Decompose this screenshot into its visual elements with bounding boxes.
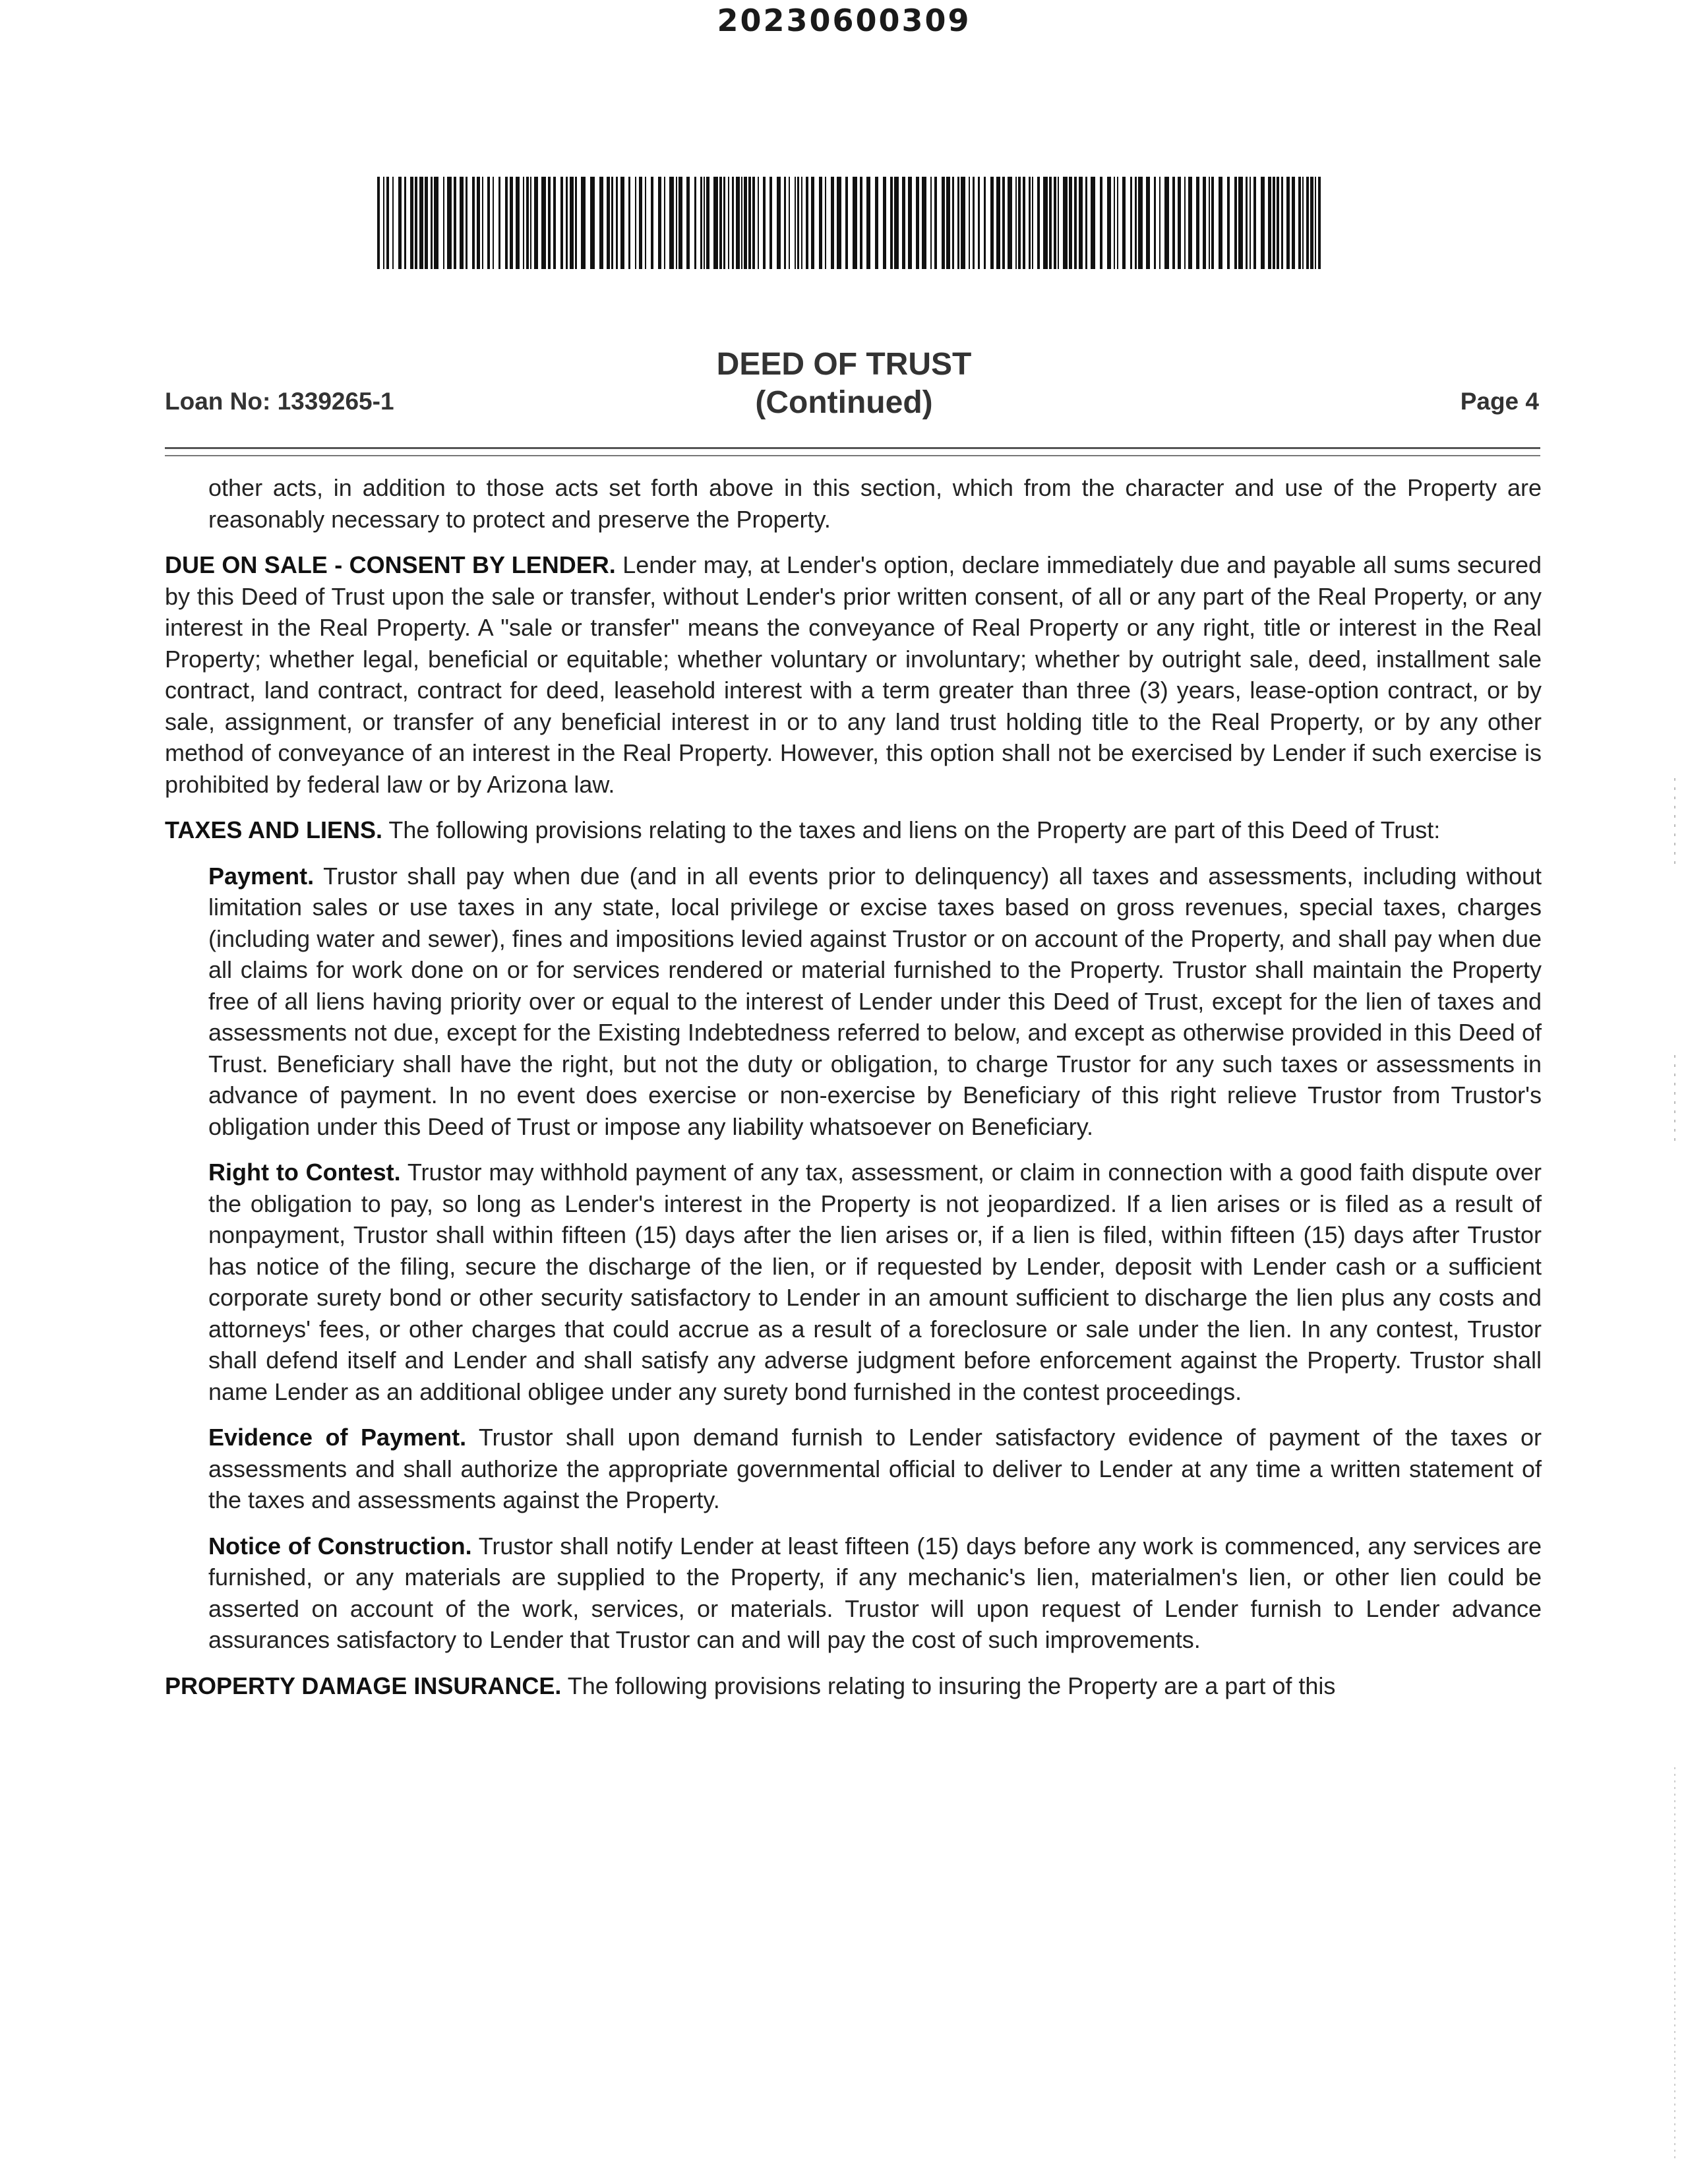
section-text: Lender may, at Lender's option, declare immediately due and payable all sums secured by this Deed of Trust upon the sale or transfer, without Lender's prior written consent, of all or any part of the Real Property, or any interest in the Real Property. A "sale or transfer" means the conveyance of Real Property or any right, title or interest in the Real Property; whether legal, beneficial or equitable; whether voluntary or involuntary; whether by outright sale, deed, installment sale contract, land contract, contract for deed, leasehold interest with a term greater than three (3) years, lease-option contract, or by sale, assignment, or transfer of any beneficial interest in or to any land trust holding title to the Real Property, or by any other method of conveyance of an interest in the Real Property. However, this option shall not be exercised by Lender if such exercise is prohibited by federal law or by Arizona law. — [165, 551, 1542, 798]
barcode-bar — [616, 177, 618, 269]
section-text: The following provisions relating to insuring the Property are a part of this — [567, 1672, 1336, 1699]
barcode-bar — [890, 177, 893, 269]
barcode-bar — [1318, 177, 1321, 269]
barcode-bar — [811, 177, 814, 269]
barcode-bar — [973, 177, 975, 269]
barcode-bar — [560, 177, 563, 269]
barcode-bar — [1306, 177, 1309, 269]
barcode-bar — [383, 177, 384, 269]
barcode-bar — [516, 177, 520, 269]
barcode-bar — [736, 177, 740, 269]
barcode-bar — [1209, 177, 1210, 269]
barcode-bar — [466, 177, 467, 269]
barcode-bar — [1043, 177, 1048, 269]
barcode-bar — [1273, 177, 1275, 269]
barcode-bar — [415, 177, 417, 269]
barcode-bar — [1058, 177, 1059, 269]
barcode-bar — [664, 177, 665, 269]
barcode-bar — [620, 177, 624, 269]
section-heading: TAXES AND LIENS. — [165, 816, 383, 843]
barcode-bar — [990, 177, 994, 269]
barcode-bar — [377, 177, 380, 269]
barcode-bar — [984, 177, 986, 269]
barcode-bar — [719, 177, 722, 269]
barcode-bar — [1079, 177, 1083, 269]
barcode-bar — [1135, 177, 1137, 269]
barcode-bar — [728, 177, 729, 269]
barcode-bar — [678, 177, 682, 269]
barcode-bar — [946, 177, 950, 269]
barcode-bar — [748, 177, 751, 269]
barcode-bar — [952, 177, 954, 269]
barcode-bar — [957, 177, 959, 269]
document-body — [165, 472, 1542, 1701]
subsection-heading: Evidence of Payment. — [208, 1424, 467, 1451]
barcode-bar — [454, 177, 456, 269]
barcode-bar — [1100, 177, 1102, 269]
barcode-bar — [548, 177, 551, 269]
barcode-bar — [477, 177, 480, 269]
barcode-bar — [825, 177, 826, 269]
subsection-heading: Right to Contest. — [208, 1159, 401, 1186]
barcode-bar — [1063, 177, 1068, 269]
barcode-bar — [969, 177, 970, 269]
barcode-bar — [784, 177, 786, 269]
barcode-bar — [472, 177, 475, 269]
barcode-bar — [1211, 177, 1214, 269]
barcode-bar — [845, 177, 848, 269]
barcode-bar — [1172, 177, 1175, 269]
barcode-bar — [392, 177, 394, 269]
barcode-bar — [611, 177, 613, 269]
barcode-bar — [419, 177, 423, 269]
barcode-bar — [961, 177, 965, 269]
barcode-bar — [902, 177, 905, 269]
barcode-bar — [1184, 177, 1186, 269]
section-heading: DUE ON SALE - CONSENT BY LENDER. — [165, 551, 616, 578]
barcode-bar — [498, 177, 500, 269]
barcode-bar — [831, 177, 834, 269]
section-property-damage-insurance — [165, 1670, 1542, 1702]
barcode-bar — [526, 177, 529, 269]
section-text: The following provisions relating to the taxes and liens on the Property are part of this Deed of Trust: — [388, 816, 1441, 843]
barcode-bar — [1107, 177, 1111, 269]
barcode-bar — [434, 177, 438, 269]
barcode-bar — [744, 177, 747, 269]
barcode-bar — [819, 177, 822, 269]
barcode-bar — [763, 177, 766, 269]
title-continued: (Continued) — [755, 385, 933, 420]
barcode-bar — [460, 177, 464, 269]
barcode-bar — [1114, 177, 1115, 269]
barcode-bar — [1002, 177, 1005, 269]
page-number: Page 4 — [1460, 388, 1539, 415]
barcode-bar — [628, 177, 630, 269]
barcode-bar — [1154, 177, 1156, 269]
barcode-bar — [1246, 177, 1248, 269]
barcode-bar — [1029, 177, 1031, 269]
barcode-bar — [1049, 177, 1052, 269]
barcode-bar — [1015, 177, 1017, 269]
section-taxes-and-liens — [165, 814, 1542, 846]
barcode-bar — [875, 177, 878, 269]
barcode-bar — [686, 177, 690, 269]
barcode-bar — [853, 177, 857, 269]
barcode-bar — [908, 177, 912, 269]
barcode-bar — [1117, 177, 1118, 269]
subsection-payment — [208, 861, 1542, 1143]
barcode-bar — [934, 177, 937, 269]
barcode-bar — [1250, 177, 1251, 269]
barcode-bar — [801, 177, 802, 269]
barcode-bar — [741, 177, 742, 269]
barcode-bar — [942, 177, 945, 269]
barcode-bar — [1032, 177, 1033, 269]
barcode-bar — [398, 177, 402, 269]
barcode-bar — [487, 177, 490, 269]
barcode-bar — [534, 177, 538, 269]
barcode-bar — [658, 177, 661, 269]
barcode-bar — [386, 177, 389, 269]
scan-edge-artifact — [1673, 778, 1676, 2163]
section-due-on-sale — [165, 549, 1542, 800]
barcode-bar — [769, 177, 772, 269]
barcode-bar — [1234, 177, 1237, 269]
subsection-heading: Payment. — [208, 862, 315, 890]
barcode-bar — [1178, 177, 1181, 269]
barcode-bar — [590, 177, 595, 269]
barcode-bar — [1018, 177, 1021, 269]
barcode-bar — [541, 177, 546, 269]
barcode-bar — [1146, 177, 1150, 269]
barcode-bar — [700, 177, 702, 269]
header-divider — [165, 447, 1540, 449]
subsection-right-to-contest — [208, 1157, 1542, 1407]
barcode-bar — [752, 177, 755, 269]
barcode-bar — [1203, 177, 1206, 269]
section-heading: PROPERTY DAMAGE INSURANCE. — [165, 1672, 562, 1699]
barcode-bar — [1310, 177, 1313, 269]
barcode-bar — [607, 177, 610, 269]
barcode-bar — [1074, 177, 1077, 269]
barcode-bar — [860, 177, 862, 269]
barcode-bar — [570, 177, 574, 269]
barcode-bar — [1008, 177, 1012, 269]
barcode-bar — [713, 177, 718, 269]
barcode-bar — [894, 177, 899, 269]
barcode-bar — [566, 177, 568, 269]
subsection-text: Trustor shall notify Lender at least fifteen (15) days before any work is commenced, any services are furnished, or any materials are supplied to the Property, if any mechanic's lien, materialmen's lien, or other lien could be asserted on account of the work, services, or materials. Trustor will upon request of Lender furnish to Lender advance assurances satisfactory to Lender that Trustor can and will pay the cost of such improvements. — [208, 1532, 1542, 1653]
barcode-bar — [553, 177, 556, 269]
barcode-bar — [866, 177, 870, 269]
subsection-notice-of-construction — [208, 1531, 1542, 1656]
barcode-bar — [1219, 177, 1222, 269]
barcode-bar — [404, 177, 406, 269]
barcode-bar — [635, 177, 636, 269]
barcode-bar — [410, 177, 413, 269]
title-main: DEED OF TRUST — [716, 347, 972, 382]
barcode-bar — [510, 177, 513, 269]
barcode-bar — [996, 177, 1000, 269]
barcode-bar — [1085, 177, 1087, 269]
barcode-bar — [806, 177, 808, 269]
recording-number: 20230600309 — [717, 3, 971, 38]
barcode-bar — [651, 177, 653, 269]
barcode-bar — [1298, 177, 1301, 269]
barcode-bar — [922, 177, 926, 269]
barcode-bar — [676, 177, 677, 269]
barcode-bar — [1023, 177, 1025, 269]
subsection-text: Trustor may withhold payment of any tax, assessment, or claim in connection with a good faith dispute over the obligation to pay, so long as Lender's interest in the Property is not jeopardized. If a lien arises or is filed as a result of nonpayment, Trustor shall within fifteen (15) days after the lien arises or, if a lien is filed, within fifteen (15) days after Trustor has notice of the filing, secure the discharge of the lien, or if requested by Lender, deposit with Lender cash or a sufficient corporate surety bond or other security satisfactory to Lender in an amount sufficient to discharge the lien plus any costs and attorneys' fees, or other charges that could accrue as a result of a foreclosure or sale under the lien. In any contest, Trustor shall defend itself and Lender and shall satisfy any adverse judgment before enforcement against the Property. Trustor shall name Lender as an additional obligee under any surety bond furnished in the contest proceedings. — [208, 1159, 1542, 1405]
header-divider-secondary — [165, 455, 1540, 456]
barcode-bar — [1069, 177, 1072, 269]
barcode-bar — [523, 177, 524, 269]
subsection-text: Trustor shall upon demand furnish to Lender satisfactory evidence of payment of the taxes or assessments and shall authorize the appropriate governmental official to deliver to Lender at any time a written statement of the taxes and assessments against the Property. — [208, 1424, 1542, 1513]
barcode-bar — [482, 177, 483, 269]
barcode-bar — [1281, 177, 1283, 269]
barcode-bar — [530, 177, 531, 269]
barcode-bar — [443, 177, 444, 269]
barcode-bar — [669, 177, 674, 269]
barcode-bar — [493, 177, 494, 269]
barcode-bar — [425, 177, 428, 269]
barcode-bar — [505, 177, 508, 269]
paragraph-text: other acts, in addition to those acts set forth above in this section, which from the character and use of the Property are reasonably necessary to protect and preserve the Property. — [208, 474, 1542, 533]
barcode-bar — [694, 177, 696, 269]
barcode-bar — [1054, 177, 1056, 269]
barcode-bar — [758, 177, 759, 269]
barcode-bar — [978, 177, 980, 269]
barcode-bar — [599, 177, 603, 269]
barcode-bar — [732, 177, 734, 269]
barcode-bar — [1159, 177, 1160, 269]
barcode-bar — [1277, 177, 1279, 269]
barcode-bar — [575, 177, 577, 269]
continued-paragraph — [208, 472, 1542, 535]
barcode-bar — [639, 177, 642, 269]
barcode-bar — [1188, 177, 1192, 269]
barcode-bar — [1037, 177, 1040, 269]
barcode-bar — [1196, 177, 1199, 269]
barcode-bar — [1091, 177, 1095, 269]
barcode-bar — [777, 177, 781, 269]
barcode-bar — [837, 177, 841, 269]
barcode-bar — [916, 177, 919, 269]
barcode-bar — [447, 177, 452, 269]
barcode-bar — [1122, 177, 1126, 269]
barcode-bar — [645, 177, 646, 269]
barcode-bar — [581, 177, 586, 269]
barcode-bar — [1302, 177, 1304, 269]
barcode-bar — [1315, 177, 1316, 269]
subsection-heading: Notice of Construction. — [208, 1532, 472, 1560]
barcode-bar — [1286, 177, 1290, 269]
barcode-bar — [706, 177, 709, 269]
barcode-bar — [704, 177, 705, 269]
barcode-bar — [1227, 177, 1230, 269]
subsection-evidence-of-payment — [208, 1422, 1542, 1516]
barcode-bar — [795, 177, 796, 269]
barcode-bar — [1238, 177, 1243, 269]
barcode-bar — [1130, 177, 1132, 269]
barcode-bar — [789, 177, 790, 269]
barcode-bar — [723, 177, 725, 269]
barcode-bar — [1292, 177, 1295, 269]
barcode-bar — [431, 177, 433, 269]
barcode-bar — [1164, 177, 1169, 269]
barcode — [377, 177, 1324, 269]
subsection-text: Trustor shall pay when due (and in all events prior to delinquency) all taxes and assessments, including without limitation sales or use taxes in any state, local privilege or excise taxes based on gross revenues, special taxes, charges (including water and sewer), fines and impositions levied against Trustor or on account of the Property, and shall pay when due all claims for work done on or for services rendered or material furnished to the Property. Trustor shall maintain the Property free of all liens having priority over or equal to the interest of Lender under this Deed of Trust, except for the lien of taxes and assessments not due, except for the Existing Indebtedness referred to below, and except as otherwise provided in this Deed of Trust. Beneficiary shall have the right, but not the duty or obligation, to charge Trustor for any such taxes or assessments in advance of payment. In no event does exercise or non-exercise by Beneficiary of this right relieve Trustor from Trustor's obligation under this Deed of Trust or impose any liability whatsoever on Beneficiary. — [208, 862, 1542, 1140]
barcode-bar — [1253, 177, 1256, 269]
barcode-bar — [797, 177, 799, 269]
loan-number: Loan No: 1339265-1 — [165, 388, 394, 415]
barcode-bar — [1261, 177, 1265, 269]
barcode-bar — [1268, 177, 1271, 269]
barcode-bar — [930, 177, 932, 269]
barcode-bar — [1138, 177, 1143, 269]
barcode-bar — [883, 177, 886, 269]
